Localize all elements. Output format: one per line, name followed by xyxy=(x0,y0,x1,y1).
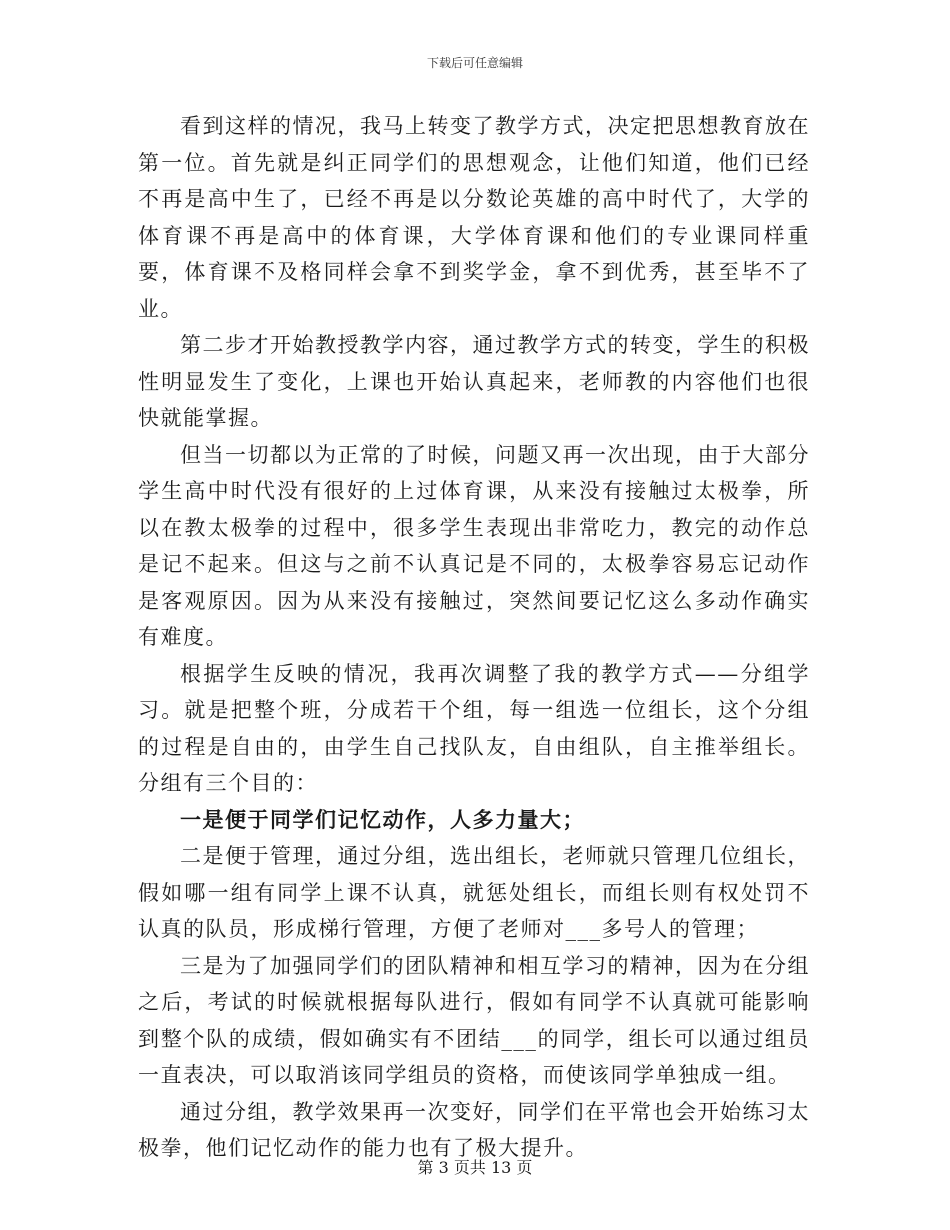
paragraph-bold: 一是便于同学们记忆动作，人多力量大； xyxy=(180,807,585,832)
document-body xyxy=(138,108,810,1167)
page-footer: 第 3 页共 13 页 xyxy=(417,1158,533,1177)
paragraph: 根据学生反映的情况，我再次调整了我的教学方式——分组学习。就是把整个班，分成若干个组，每一组选一位组长，这个分组的过程是自由的，由学生自己找队友，自由组队，自主推举组长。分组有三个目的： xyxy=(138,661,810,795)
paragraph: 第二步才开始教授教学内容，通过教学方式的转变，学生的积极性明显发生了变化，上课也开始认真起来，老师教的内容他们也很快就能掌握。 xyxy=(138,333,810,430)
paragraph: 通过分组，教学效果再一次变好，同学们在平常也会开始练习太极拳，他们记忆动作的能力也有了极大提升。 xyxy=(138,1099,810,1160)
page-header: 下载后可任意编辑 xyxy=(426,56,523,70)
paragraph: 三是为了加强同学们的团队精神和相互学习的精神，因为在分组之后，考试的时候就根据每队进行，假如有同学不认真就可能影响到整个队的成绩，假如确实有不团结___的同学，组长可以通过组员一直表决，可以取消该同学组员的资格，而使该同学单独成一组。 xyxy=(138,953,810,1087)
paragraph: 但当一切都以为正常的了时候，问题又再一次出现，由于大部分学生高中时代没有很好的上过体育课，从来没有接触过太极拳，所以在教太极拳的过程中，很多学生表现出非常吃力，教完的动作总是记不起来。但这与之前不认真记是不同的，太极拳容易忘记动作是客观原因。因为从来没有接触过，突然间要记忆这么多动作确实有难度。 xyxy=(138,442,810,649)
paragraph: 二是便于管理，通过分组，选出组长，老师就只管理几位组长，假如哪一组有同学上课不认真，就惩处组长，而组长则有权处罚不认真的队员，形成梯行管理，方便了老师对___多号人的管理； xyxy=(138,844,810,941)
paragraph: 看到这样的情况，我马上转变了教学方式，决定把思想教育放在第一位。首先就是纠正同学们的思想观念，让他们知道，他们已经不再是高中生了，已经不再是以分数论英雄的高中时代了，大学的体育课不再是高中的体育课，大学体育课和他们的专业课同样重要，体育课不及格同样会拿不到奖学金，拿不到优秀，甚至毕不了业。 xyxy=(138,114,810,321)
